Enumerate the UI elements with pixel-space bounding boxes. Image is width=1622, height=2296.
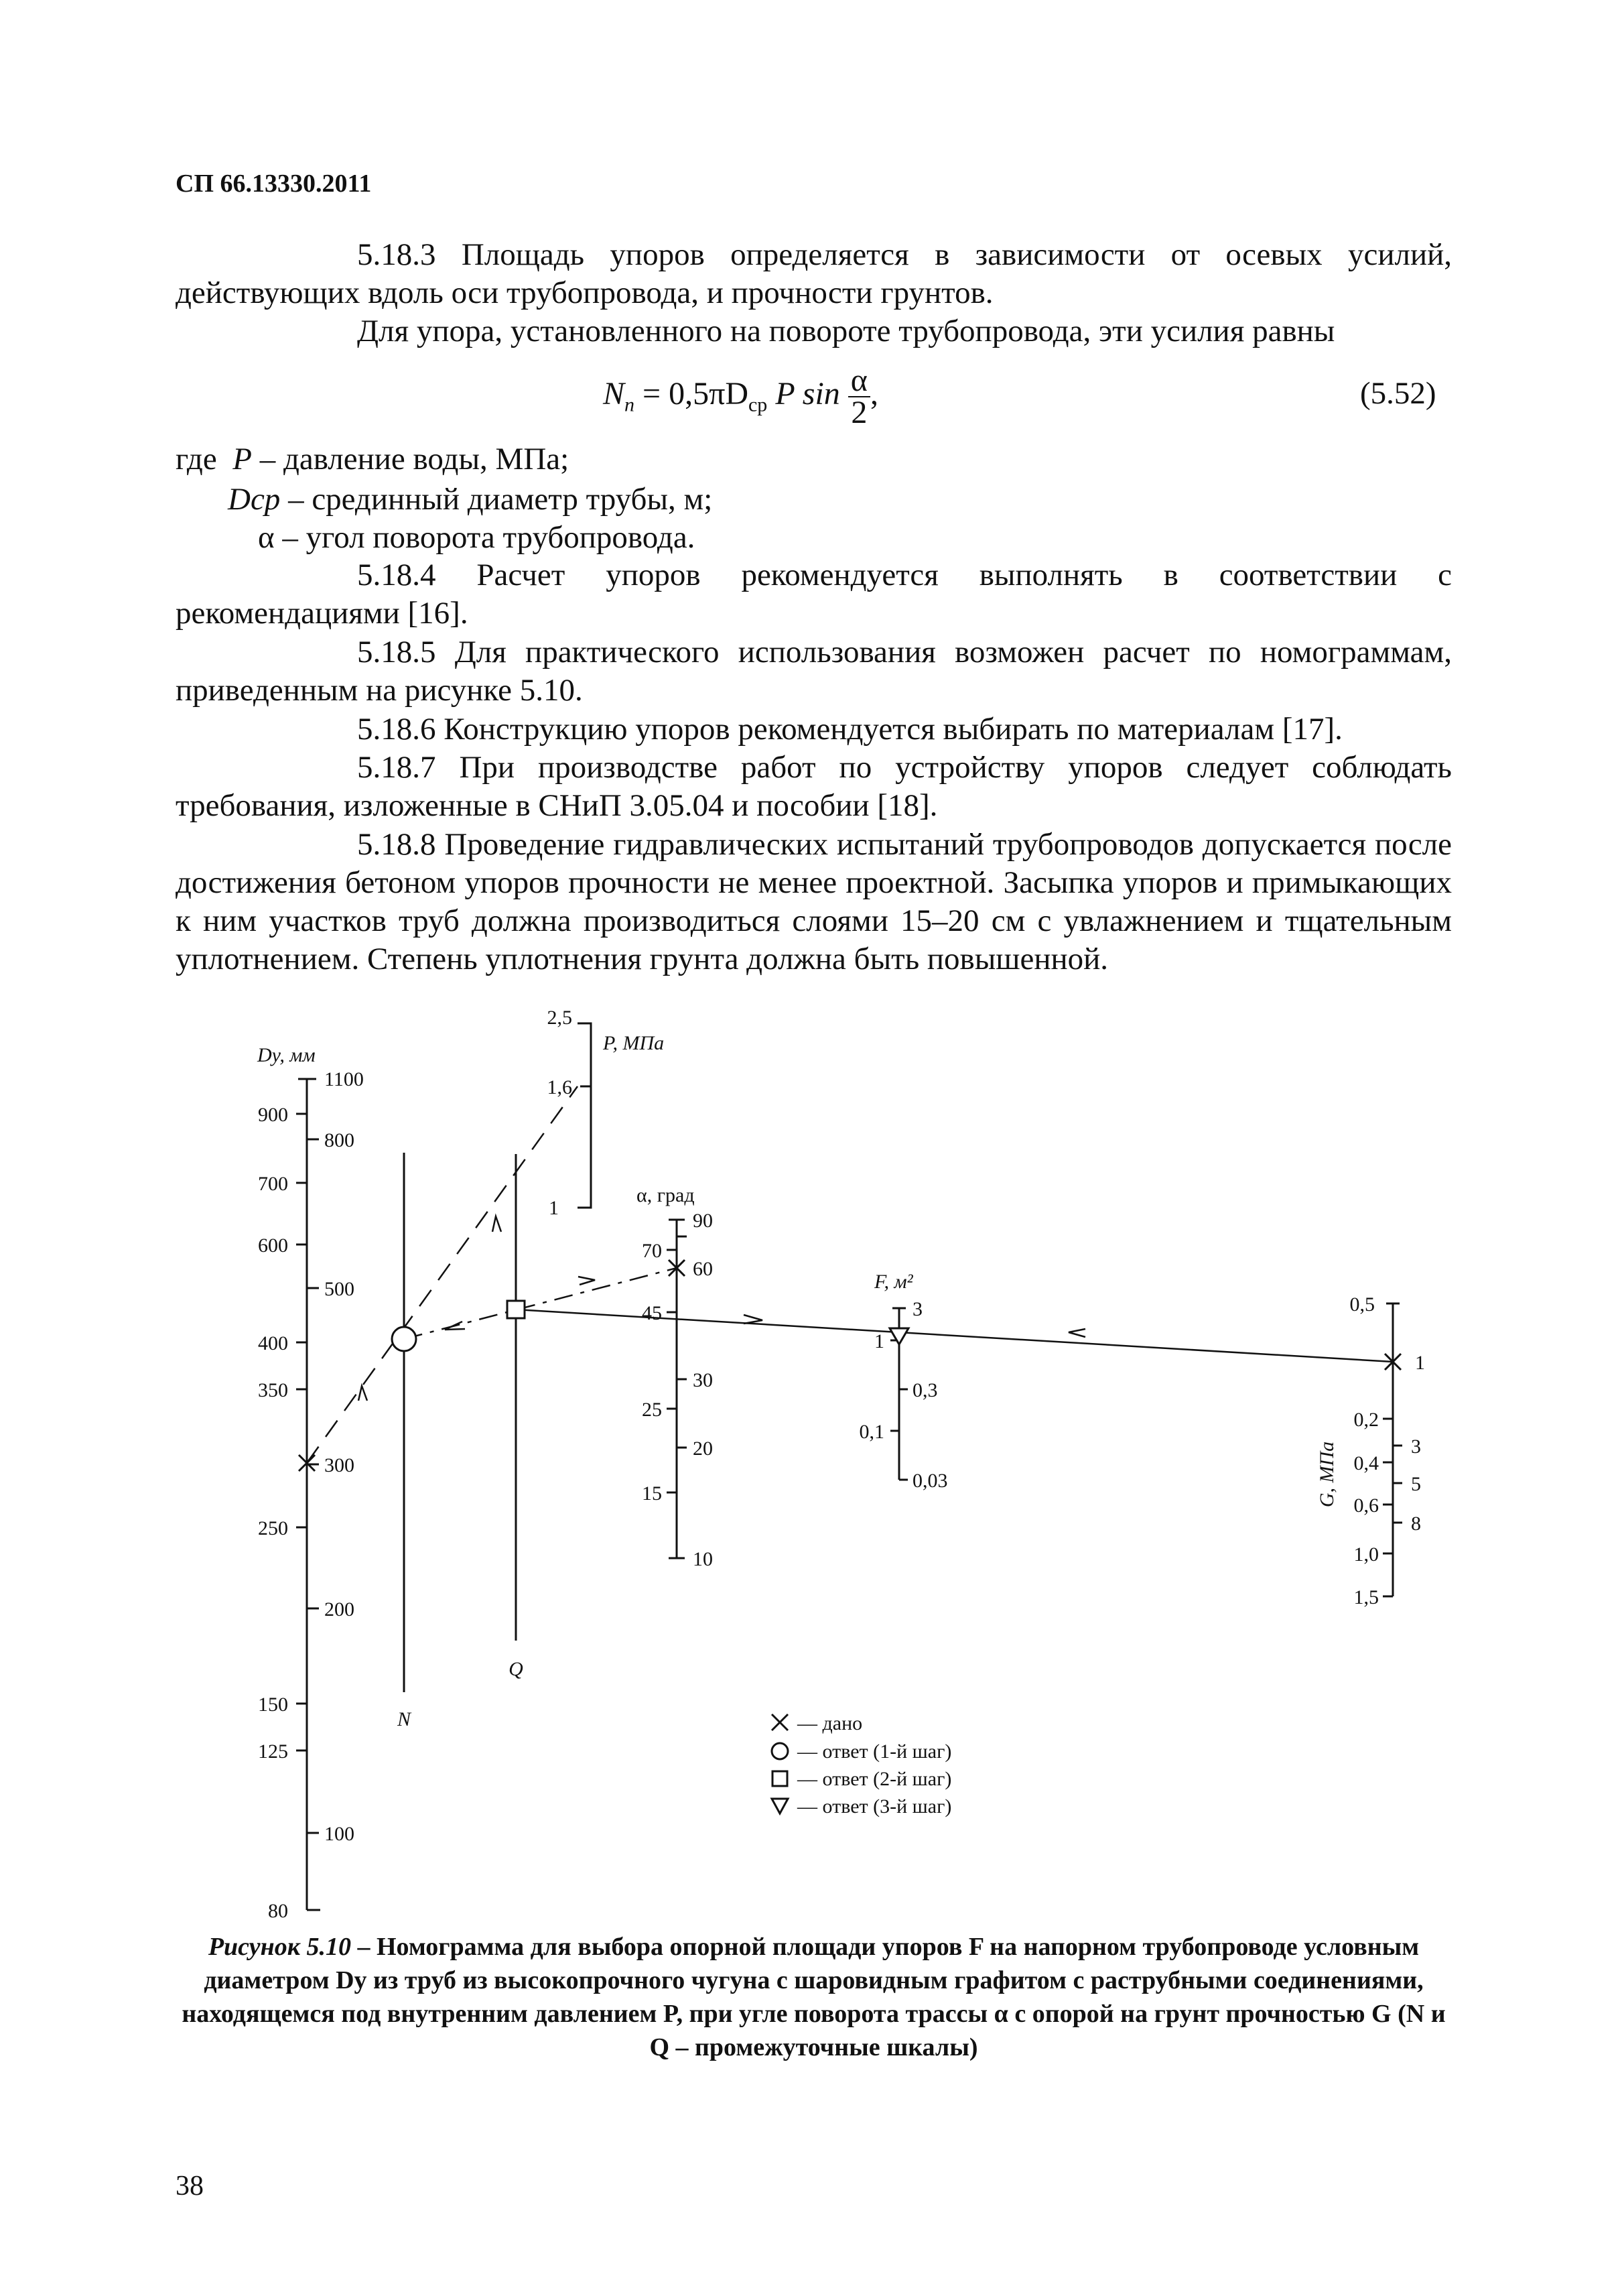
paragraph-5-18-8: 5.18.8 Проведение гидравлических испытаний трубопроводов допускается после достижения бетоном упоров прочности не менее проектной. Засыпка упоров и примыкающих к ним участков труб должна производиться слоями 15–20 см с увлажнением и тщательным уплотнением. Степень уплотнения грунта должна быть повышенной. xyxy=(176,827,1452,976)
legend-square-icon xyxy=(772,1771,787,1786)
g-left-tick-label: 1,5 xyxy=(1353,1586,1379,1608)
dy-left-tick-label: 250 xyxy=(258,1517,288,1539)
n-alpha-construction-line xyxy=(404,1268,677,1339)
legend-item-label: — ответ (2-й шаг) xyxy=(797,1768,952,1790)
f-right-tick-label: 0,03 xyxy=(913,1470,948,1492)
f-scale-title: F, м² xyxy=(874,1271,913,1293)
g-left-tick-label: 0,4 xyxy=(1353,1452,1379,1474)
legend-item-label: — ответ (3-й шаг) xyxy=(797,1795,952,1817)
figure-caption-label: Рисунок 5.10 xyxy=(208,1933,351,1961)
figure-caption xyxy=(176,1930,1452,2064)
definition-dcp: Dср – срединный диаметр трубы, м; xyxy=(228,482,713,517)
g-right-tick-label: 3 xyxy=(1411,1436,1421,1458)
alpha-left-tick-label: 25 xyxy=(642,1399,662,1421)
alpha-right-tick-label: 20 xyxy=(693,1438,713,1460)
dy-right-tick-label: 500 xyxy=(324,1278,354,1300)
g-scale-title: G, МПа xyxy=(1316,1441,1338,1508)
dy-left-tick-label: 900 xyxy=(258,1104,288,1126)
legend-circle-icon xyxy=(772,1743,788,1759)
g-right-tick-label: 8 xyxy=(1411,1513,1421,1535)
p-scale-title: P, МПа xyxy=(603,1032,665,1054)
alpha-right-tick-label: 10 xyxy=(693,1548,713,1570)
step3-triangle-marker xyxy=(890,1328,908,1344)
step2-square-marker xyxy=(507,1301,525,1318)
g-left-tick-label: 1,0 xyxy=(1353,1543,1379,1566)
paragraph-formula-intro: Для упора, установленного на повороте трубопровода, эти усилия равны xyxy=(357,314,1335,348)
formula-5-52: $N_n = 0,5\pi D_{ср}$ P sin $\frac{\alpha}{2}$ , xyxy=(603,363,878,430)
dy-scale-title: Dy, мм xyxy=(257,1044,316,1066)
n-scale-label: N xyxy=(397,1708,411,1730)
figure-caption-text: – Номограмма для выбора опорной площади упоров F на напорном трубопроводе условным диаметром Dy из труб из высокопрочного чугуна с шаровидным графитом с раструбными соединениями, находящемся под внутренним давлением P, при угле поворота трассы α с опорой на грунт прочностью G (N и Q – промежуточные шкалы) xyxy=(182,1933,1446,2061)
paragraph-5-18-7: 5.18.7 При производстве работ по устройству упоров следует соблюдать требования, изложенные в СНиП 3.05.04 и пособии [18]. xyxy=(176,750,1452,823)
dy-left-tick-label: 350 xyxy=(258,1379,288,1401)
f-left-tick-label: 1 xyxy=(874,1330,884,1352)
legend xyxy=(772,1712,951,1817)
dy-right-tick-label: 100 xyxy=(324,1823,354,1845)
dy-right-tick-label: 300 xyxy=(324,1454,354,1476)
f-left-tick-label: 0,1 xyxy=(859,1421,884,1443)
p-scale-axis xyxy=(578,1023,591,1208)
alpha-right-tick-label: 30 xyxy=(693,1369,713,1391)
formula-number: (5.52) xyxy=(1360,376,1436,411)
legend-item-label: — ответ (1-й шаг) xyxy=(797,1740,952,1763)
p-tick-label: 2,5 xyxy=(547,1007,572,1029)
paragraph-5-18-4: 5.18.4 Расчет упоров рекомендуется выполнять в соответствии с рекомендациями [16]. xyxy=(176,558,1452,631)
dy-left-tick-label: 400 xyxy=(258,1332,288,1354)
step1-circle-marker xyxy=(392,1327,416,1351)
legend-item-label: — дано xyxy=(797,1712,863,1734)
g-left-tick-label: 0,5 xyxy=(1349,1293,1375,1316)
definition-p: где P – давление воды, МПа; xyxy=(176,442,569,476)
g-left-tick-label: 0,6 xyxy=(1353,1494,1379,1517)
f-right-tick-label: 3 xyxy=(913,1298,923,1320)
dy-left-tick-label: 80 xyxy=(268,1900,288,1922)
alpha-scale-title: α, град xyxy=(636,1184,695,1206)
g-right-tick-label: 5 xyxy=(1411,1473,1421,1495)
alpha-left-tick-label: 15 xyxy=(642,1482,662,1505)
definition-alpha: α – угол поворота трубопровода. xyxy=(258,520,695,555)
alpha-left-tick-label: 70 xyxy=(642,1240,662,1262)
document-code: СП 66.13330.2011 xyxy=(176,170,372,198)
page-number: 38 xyxy=(176,2171,204,2202)
alpha-right-tick-label: 60 xyxy=(693,1258,713,1280)
legend-cross-icon xyxy=(772,1714,788,1730)
g-left-tick-label: 0,2 xyxy=(1353,1409,1379,1431)
alpha-right-tick-label: 90 xyxy=(693,1210,713,1232)
dy-left-tick-label: 700 xyxy=(258,1173,288,1195)
dy-left-tick-label: 150 xyxy=(258,1694,288,1716)
p-tick-label: 1 xyxy=(549,1197,559,1219)
paragraph-5-18-5: 5.18.5 Для практического использования возможен расчет по номограммам, приведенным на рисунке 5.10. xyxy=(176,635,1452,708)
paragraph-5-18-3: 5.18.3 Площадь упоров определяется в зависимости от осевых усилий, действующих вдоль оси трубопровода, и прочности грунтов. xyxy=(176,237,1452,310)
g-right-tick-label: 1 xyxy=(1415,1352,1425,1374)
dy-right-tick-label: 200 xyxy=(324,1598,354,1620)
alpha-left-tick-label: 45 xyxy=(642,1302,662,1324)
p-tick-label: 1,6 xyxy=(547,1076,572,1098)
q-scale-label: Q xyxy=(509,1658,523,1680)
dy-right-tick-label: 1100 xyxy=(324,1068,364,1090)
dy-left-tick-label: 600 xyxy=(258,1234,288,1257)
paragraph-5-18-6: 5.18.6 Конструкцию упоров рекомендуется выбирать по материалам [17]. xyxy=(357,712,1343,747)
f-right-tick-label: 0,3 xyxy=(913,1379,938,1401)
dy-left-tick-label: 125 xyxy=(258,1740,288,1763)
formula-fraction: $\frac{\alpha}{2}$ xyxy=(848,365,870,428)
dy-right-tick-label: 800 xyxy=(324,1129,354,1151)
legend-triangle-icon xyxy=(772,1799,788,1813)
